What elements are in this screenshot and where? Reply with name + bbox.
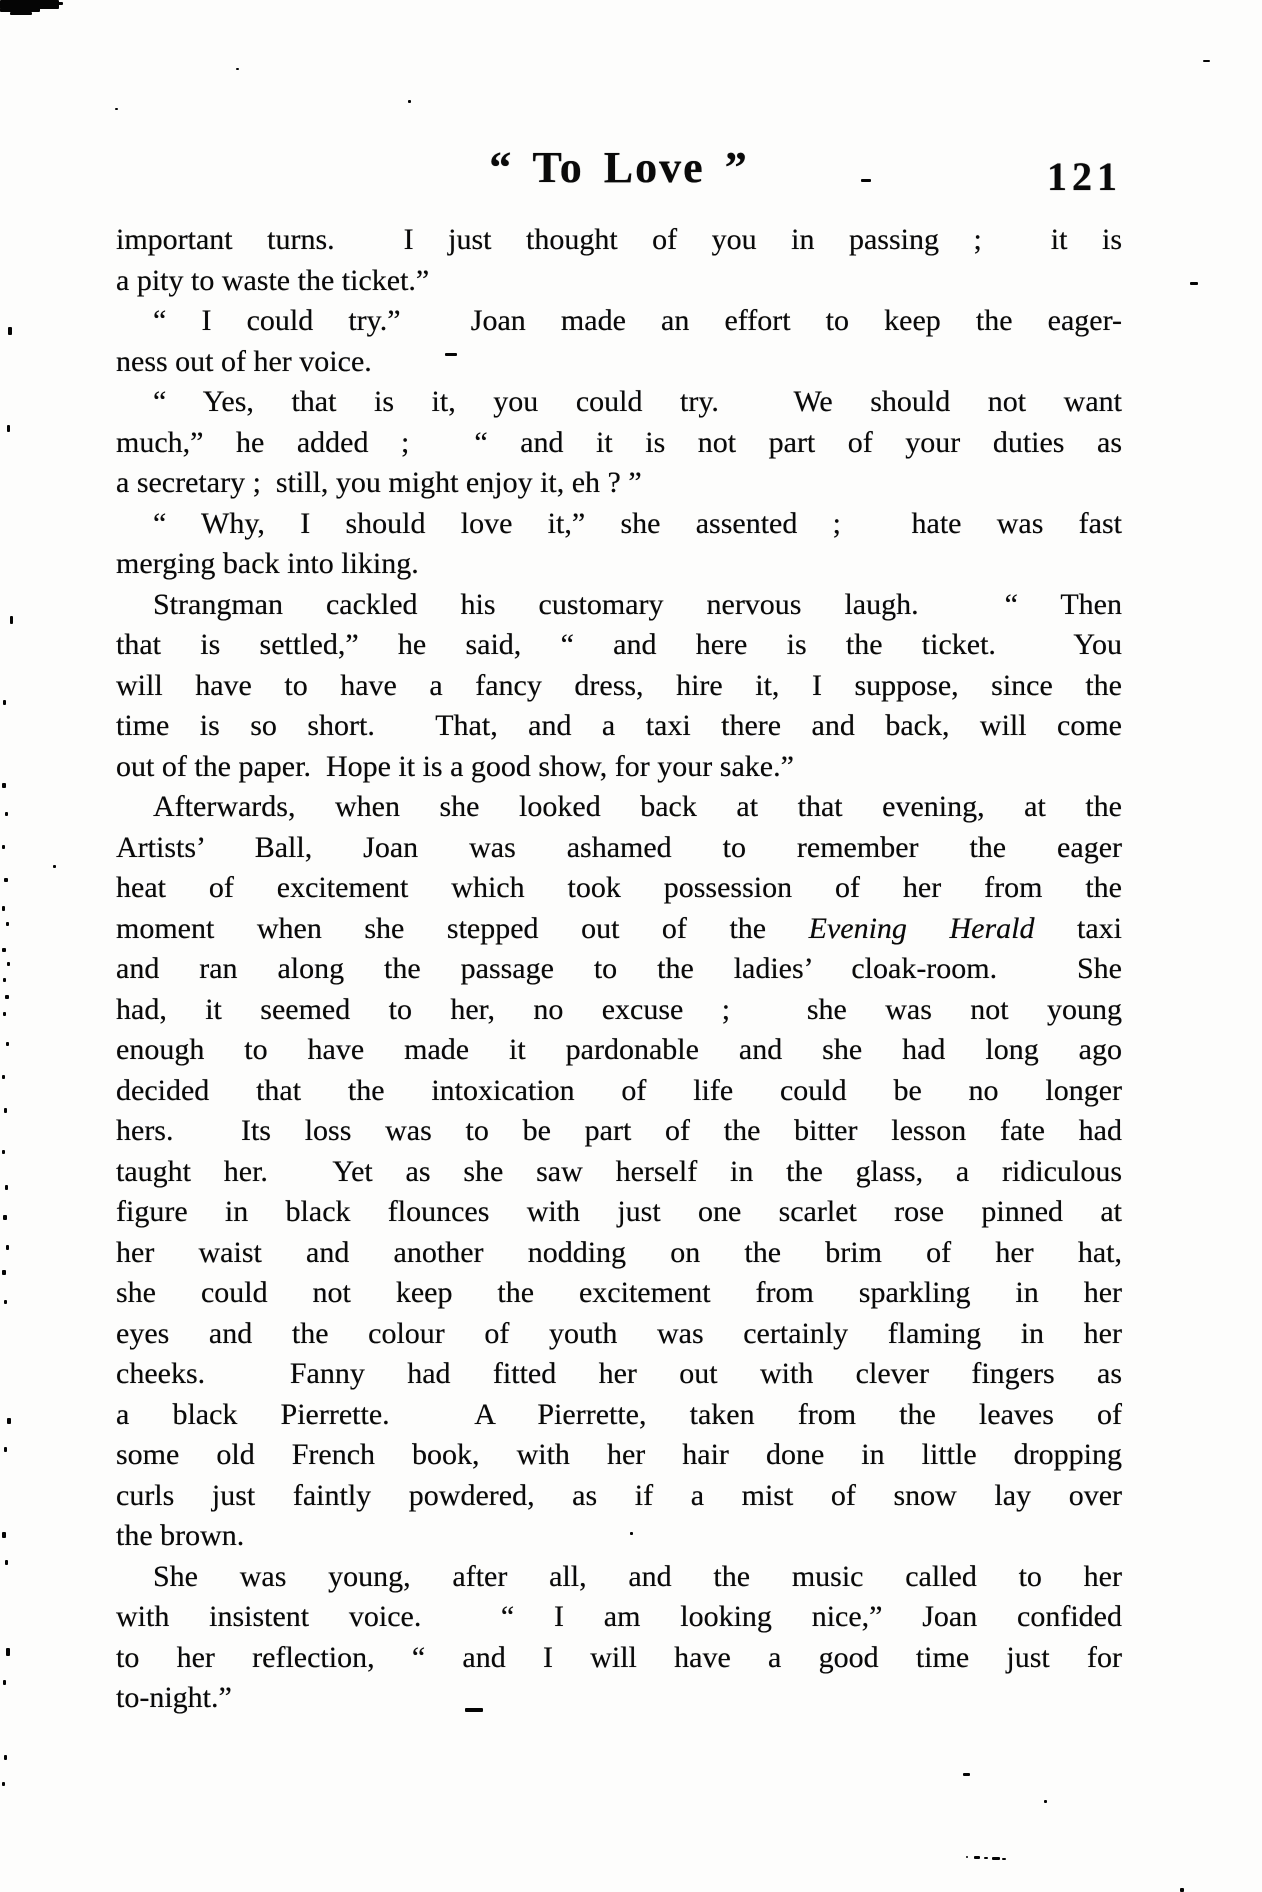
scan-speck [4, 1755, 7, 1760]
scan-speck [3, 1215, 7, 1220]
scan-speck [2, 906, 5, 911]
scan-speck [2, 783, 6, 788]
scan-speck [445, 353, 457, 356]
text-line: will have to have a fancy dress, hire it, I suppose, since the [116, 668, 1122, 702]
text-line: ness out of her voice. [116, 344, 372, 378]
text-line: she could not keep the excitement from sparkling in her [116, 1276, 1122, 1309]
text-line: She was young, after all, and the music called to her [153, 1559, 1122, 1593]
text-line: enough to have made it pardonable and she had long ago [116, 1033, 1122, 1066]
scan-speck [2, 1150, 5, 1154]
scan-speck [1190, 282, 1198, 285]
text-line: out of the paper. Hope it is a good show, for your sake.” [116, 749, 794, 783]
scan-speck [58, 2, 63, 5]
scan-speck [5, 812, 8, 816]
text-line: her waist and another nodding on the brim of her hat, [116, 1235, 1122, 1269]
scan-speck [861, 179, 871, 182]
scan-speck [10, 12, 32, 15]
scan-speck [408, 100, 411, 103]
scan-speck [3, 1012, 6, 1016]
scan-speck [3, 978, 6, 982]
scan-speck [963, 1773, 970, 1776]
scan-speck [10, 616, 13, 624]
scan-speck [465, 1708, 483, 1712]
scan-speck [1002, 1858, 1006, 1860]
running-title: “ To Love ” [489, 143, 749, 192]
text-line: to her reflection, “ and I will have a good time just for [116, 1640, 1122, 1674]
scan-speck [2, 1075, 5, 1079]
text-line: Artists’ Ball, Joan was ashamed to remember the eager [116, 830, 1122, 864]
scan-speck [7, 962, 10, 966]
text-line: time is so short. That, and a taxi there and back, will come [116, 709, 1122, 742]
text-line: with insistent voice. “ I am looking nice,” Joan confided [116, 1600, 1122, 1633]
scan-speck [4, 878, 8, 882]
scan-speck [8, 327, 12, 335]
text-line: had, it seemed to her, no excuse ; she was not young [116, 992, 1122, 1026]
scan-speck [6, 1245, 9, 1250]
scan-speck [1180, 1888, 1184, 1892]
scan-speck [2, 845, 5, 849]
scan-speck [4, 1300, 7, 1304]
scan-speck [992, 1857, 1000, 1860]
scan-speck [5, 1560, 8, 1565]
page-number: 121 [1047, 154, 1122, 199]
scan-speck [5, 1185, 8, 1190]
text-line: “ Yes, that is it, you could try. We should not want [153, 385, 1122, 418]
text-line: hers. Its loss was to be part of the bitter lesson fate had [116, 1114, 1122, 1147]
text-line: eyes and the colour of youth was certainly flaming in her [116, 1316, 1122, 1350]
scan-speck [984, 1857, 988, 1859]
scan-speck [6, 1648, 10, 1656]
scan-speck [4, 1108, 7, 1113]
scan-speck [53, 865, 56, 868]
scan-speck [3, 1680, 6, 1685]
text-line: heat of excitement which took possession of her from the [116, 871, 1122, 904]
scan-speck [2, 1532, 6, 1538]
text-line: figure in black flounces with just one scarlet rose pinned at [116, 1195, 1122, 1228]
scan-speck [6, 922, 9, 926]
text-line: “ I could try.” Joan made an effort to keep the eager- [153, 304, 1122, 337]
text-line: taught her. Yet as she saw herself in the glass, a ridiculous [116, 1154, 1122, 1188]
text-line: important turns. I just thought of you in passing ; it is [116, 223, 1122, 256]
text-line: a pity to waste the ticket.” [116, 263, 430, 297]
text-line: a secretary ; still, you might enjoy it, eh ? ” [116, 466, 642, 499]
scan-speck [2, 1270, 6, 1275]
scan-speck [236, 68, 239, 70]
body-text [116, 220, 1122, 1719]
text-line: that is settled,” he said, “ and here is the ticket. You [116, 628, 1122, 661]
text-line: some old French book, with her hair done in little dropping [116, 1438, 1122, 1471]
text-line: decided that the intoxication of life could be no longer [116, 1073, 1122, 1107]
scan-speck [1203, 60, 1210, 62]
text-line: a black Pierrette. A Pierrette, taken from the leaves of [116, 1397, 1122, 1431]
text-line: “ Why, I should love it,” she assented ; hate was fast [153, 506, 1122, 540]
scan-speck [3, 700, 6, 705]
scan-speck [2, 1782, 5, 1786]
text-line: and ran along the passage to the ladies’ cloak-room. She [116, 952, 1122, 985]
scan-speck [7, 1418, 11, 1424]
text-line: the brown. [116, 1519, 245, 1552]
text-line: curls just faintly powdered, as if a mist of snow lay over [116, 1478, 1122, 1512]
scan-speck [966, 1856, 968, 1858]
text-line: to-night.” [116, 1681, 232, 1714]
scan-speck [115, 108, 118, 110]
scan-speck [5, 995, 9, 999]
scan-speck [630, 1532, 633, 1535]
scan-speck [7, 425, 10, 432]
text-line: cheeks. Fanny had fitted her out with clever fingers as [116, 1357, 1122, 1390]
text-line: moment when she stepped out of the Evening Herald taxi [116, 911, 1122, 945]
scan-speck [6, 1042, 9, 1046]
scan-speck [974, 1856, 980, 1859]
scan-speck [2, 948, 6, 952]
text-line: Strangman cackled his customary nervous laugh. “ Then [153, 587, 1122, 621]
text-line: Afterwards, when she looked back at that evening, at the [153, 790, 1122, 823]
scan-speck [1044, 1800, 1047, 1803]
scan-speck [4, 1447, 7, 1452]
text-line: much,” he added ; “ and it is not part of your duties as [116, 425, 1122, 459]
text-line: merging back into liking. [116, 547, 419, 580]
